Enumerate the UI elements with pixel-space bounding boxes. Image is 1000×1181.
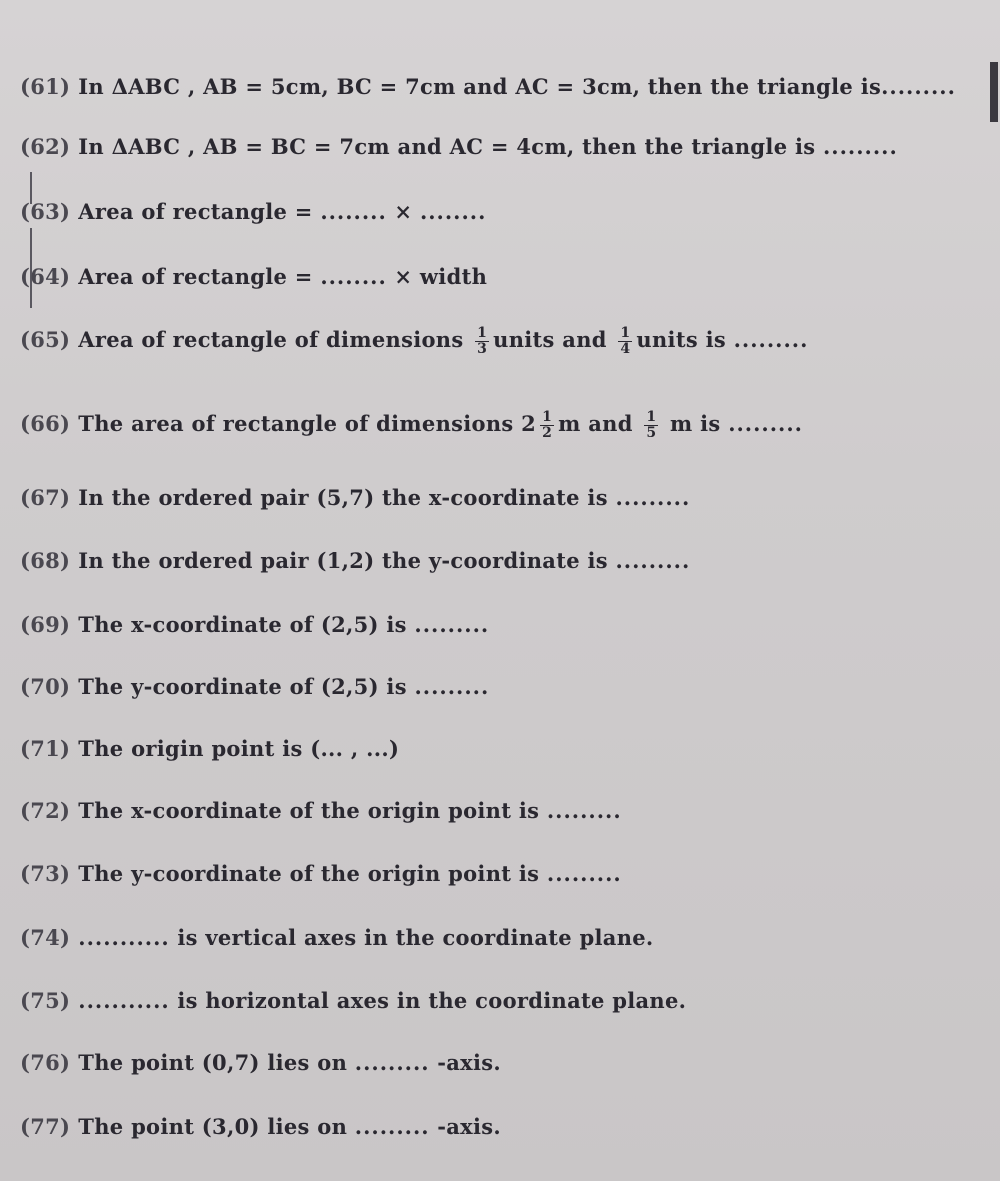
denominator: 5 <box>646 425 657 441</box>
numerator: 1 <box>646 409 657 425</box>
question-text: In ΔABC , AB = 5cm, BC = 7cm and AC = 3cm, then the triangle is <box>78 74 882 99</box>
answer-blank[interactable]: ......... <box>414 612 490 637</box>
question-63 <box>20 199 486 224</box>
question-text: The x-coordinate of the origin point is <box>78 798 540 823</box>
times-sign: × <box>386 199 420 224</box>
question-number: (73) <box>20 861 71 886</box>
numerator: 1 <box>620 325 631 341</box>
answer-blank[interactable]: ........... <box>78 925 170 950</box>
answer-blank[interactable]: ........... <box>78 988 170 1013</box>
question-number: (62) <box>20 134 71 159</box>
numerator: 1 <box>542 409 553 425</box>
answer-blank[interactable]: ......... <box>615 485 691 510</box>
question-64 <box>20 264 487 289</box>
answer-blank[interactable]: ......... <box>354 1114 430 1139</box>
page-edge-mark <box>990 62 998 122</box>
question-number: (70) <box>20 674 71 699</box>
question-number: (67) <box>20 485 71 510</box>
question-text-end: m is <box>670 411 721 436</box>
question-text: The point (3,0) lies on <box>78 1114 348 1139</box>
question-text-end: units is <box>636 327 726 352</box>
question-text-end: -axis. <box>437 1114 501 1139</box>
question-69 <box>20 612 489 637</box>
question-number: (75) <box>20 988 71 1013</box>
question-number: (66) <box>20 411 71 436</box>
question-text: The area of rectangle of dimensions 2 <box>78 411 537 436</box>
denominator: 3 <box>477 341 488 357</box>
numerator: 1 <box>477 325 488 341</box>
answer-blank-length[interactable]: ........ <box>320 199 387 224</box>
question-67 <box>20 485 690 510</box>
question-71 <box>20 736 399 761</box>
answer-blank[interactable]: ......... <box>728 411 803 436</box>
question-number: (64) <box>20 264 71 289</box>
denominator: 2 <box>542 425 553 441</box>
question-77 <box>20 1114 501 1139</box>
answer-blank[interactable]: ......... <box>881 74 956 99</box>
question-76 <box>20 1050 501 1075</box>
question-text: The y-coordinate of (2,5) is <box>78 674 407 699</box>
answer-blank[interactable]: ......... <box>546 798 622 823</box>
question-text: Area of rectangle of dimensions <box>78 327 464 352</box>
denominator: 4 <box>620 341 631 357</box>
question-number: (77) <box>20 1114 71 1139</box>
answer-blank[interactable]: ......... <box>823 134 898 159</box>
question-text: is horizontal axes in the coordinate plane. <box>177 988 687 1013</box>
question-text: is vertical axes in the coordinate plane. <box>177 925 654 950</box>
question-text: The y-coordinate of the origin point is <box>78 861 540 886</box>
question-65 <box>20 326 808 357</box>
question-73 <box>20 861 622 886</box>
question-text: In ΔABC , AB = BC = 7cm and AC = 4cm, then the triangle is <box>78 134 816 159</box>
question-number: (72) <box>20 798 71 823</box>
question-61 <box>20 74 956 99</box>
fraction-one-half <box>540 410 554 441</box>
question-text-mid: units and <box>493 327 607 352</box>
question-75 <box>20 988 686 1013</box>
question-text-end: × width <box>386 264 488 289</box>
question-text: In the ordered pair (5,7) the x-coordinate is <box>78 485 608 510</box>
question-number: (76) <box>20 1050 71 1075</box>
question-number: (71) <box>20 736 71 761</box>
question-text: Area of rectangle = <box>78 199 321 224</box>
fraction-one-third <box>475 326 489 357</box>
answer-blank-width[interactable]: ........ <box>419 199 487 224</box>
answer-blank[interactable]: ......... <box>615 548 691 573</box>
question-text: In the ordered pair (1,2) the y-coordinate is <box>78 548 608 573</box>
question-number: (69) <box>20 612 71 637</box>
answer-blank[interactable]: ......... <box>546 861 622 886</box>
question-number: (74) <box>20 925 71 950</box>
question-text: The x-coordinate of (2,5) is <box>78 612 407 637</box>
question-text-end: -axis. <box>437 1050 501 1075</box>
question-62 <box>20 134 898 159</box>
fraction-one-fourth <box>618 326 632 357</box>
question-number: (63) <box>20 199 71 224</box>
question-number: (65) <box>20 327 71 352</box>
question-70 <box>20 674 489 699</box>
answer-blank[interactable]: ......... <box>354 1050 430 1075</box>
question-number: (68) <box>20 548 71 573</box>
answer-blank[interactable]: ........ <box>320 264 387 289</box>
question-66 <box>20 410 803 441</box>
answer-blank[interactable]: ......... <box>733 327 809 352</box>
question-text[interactable]: The origin point is (... , ...) <box>78 736 400 761</box>
question-text: Area of rectangle = <box>78 264 321 289</box>
question-text: The point (0,7) lies on <box>78 1050 348 1075</box>
fraction-one-fifth <box>644 410 658 441</box>
question-68 <box>20 548 690 573</box>
answer-blank[interactable]: ......... <box>414 674 490 699</box>
question-number: (61) <box>20 74 71 99</box>
question-72 <box>20 798 622 823</box>
question-74 <box>20 925 654 950</box>
question-text-mid: m and <box>558 411 633 436</box>
